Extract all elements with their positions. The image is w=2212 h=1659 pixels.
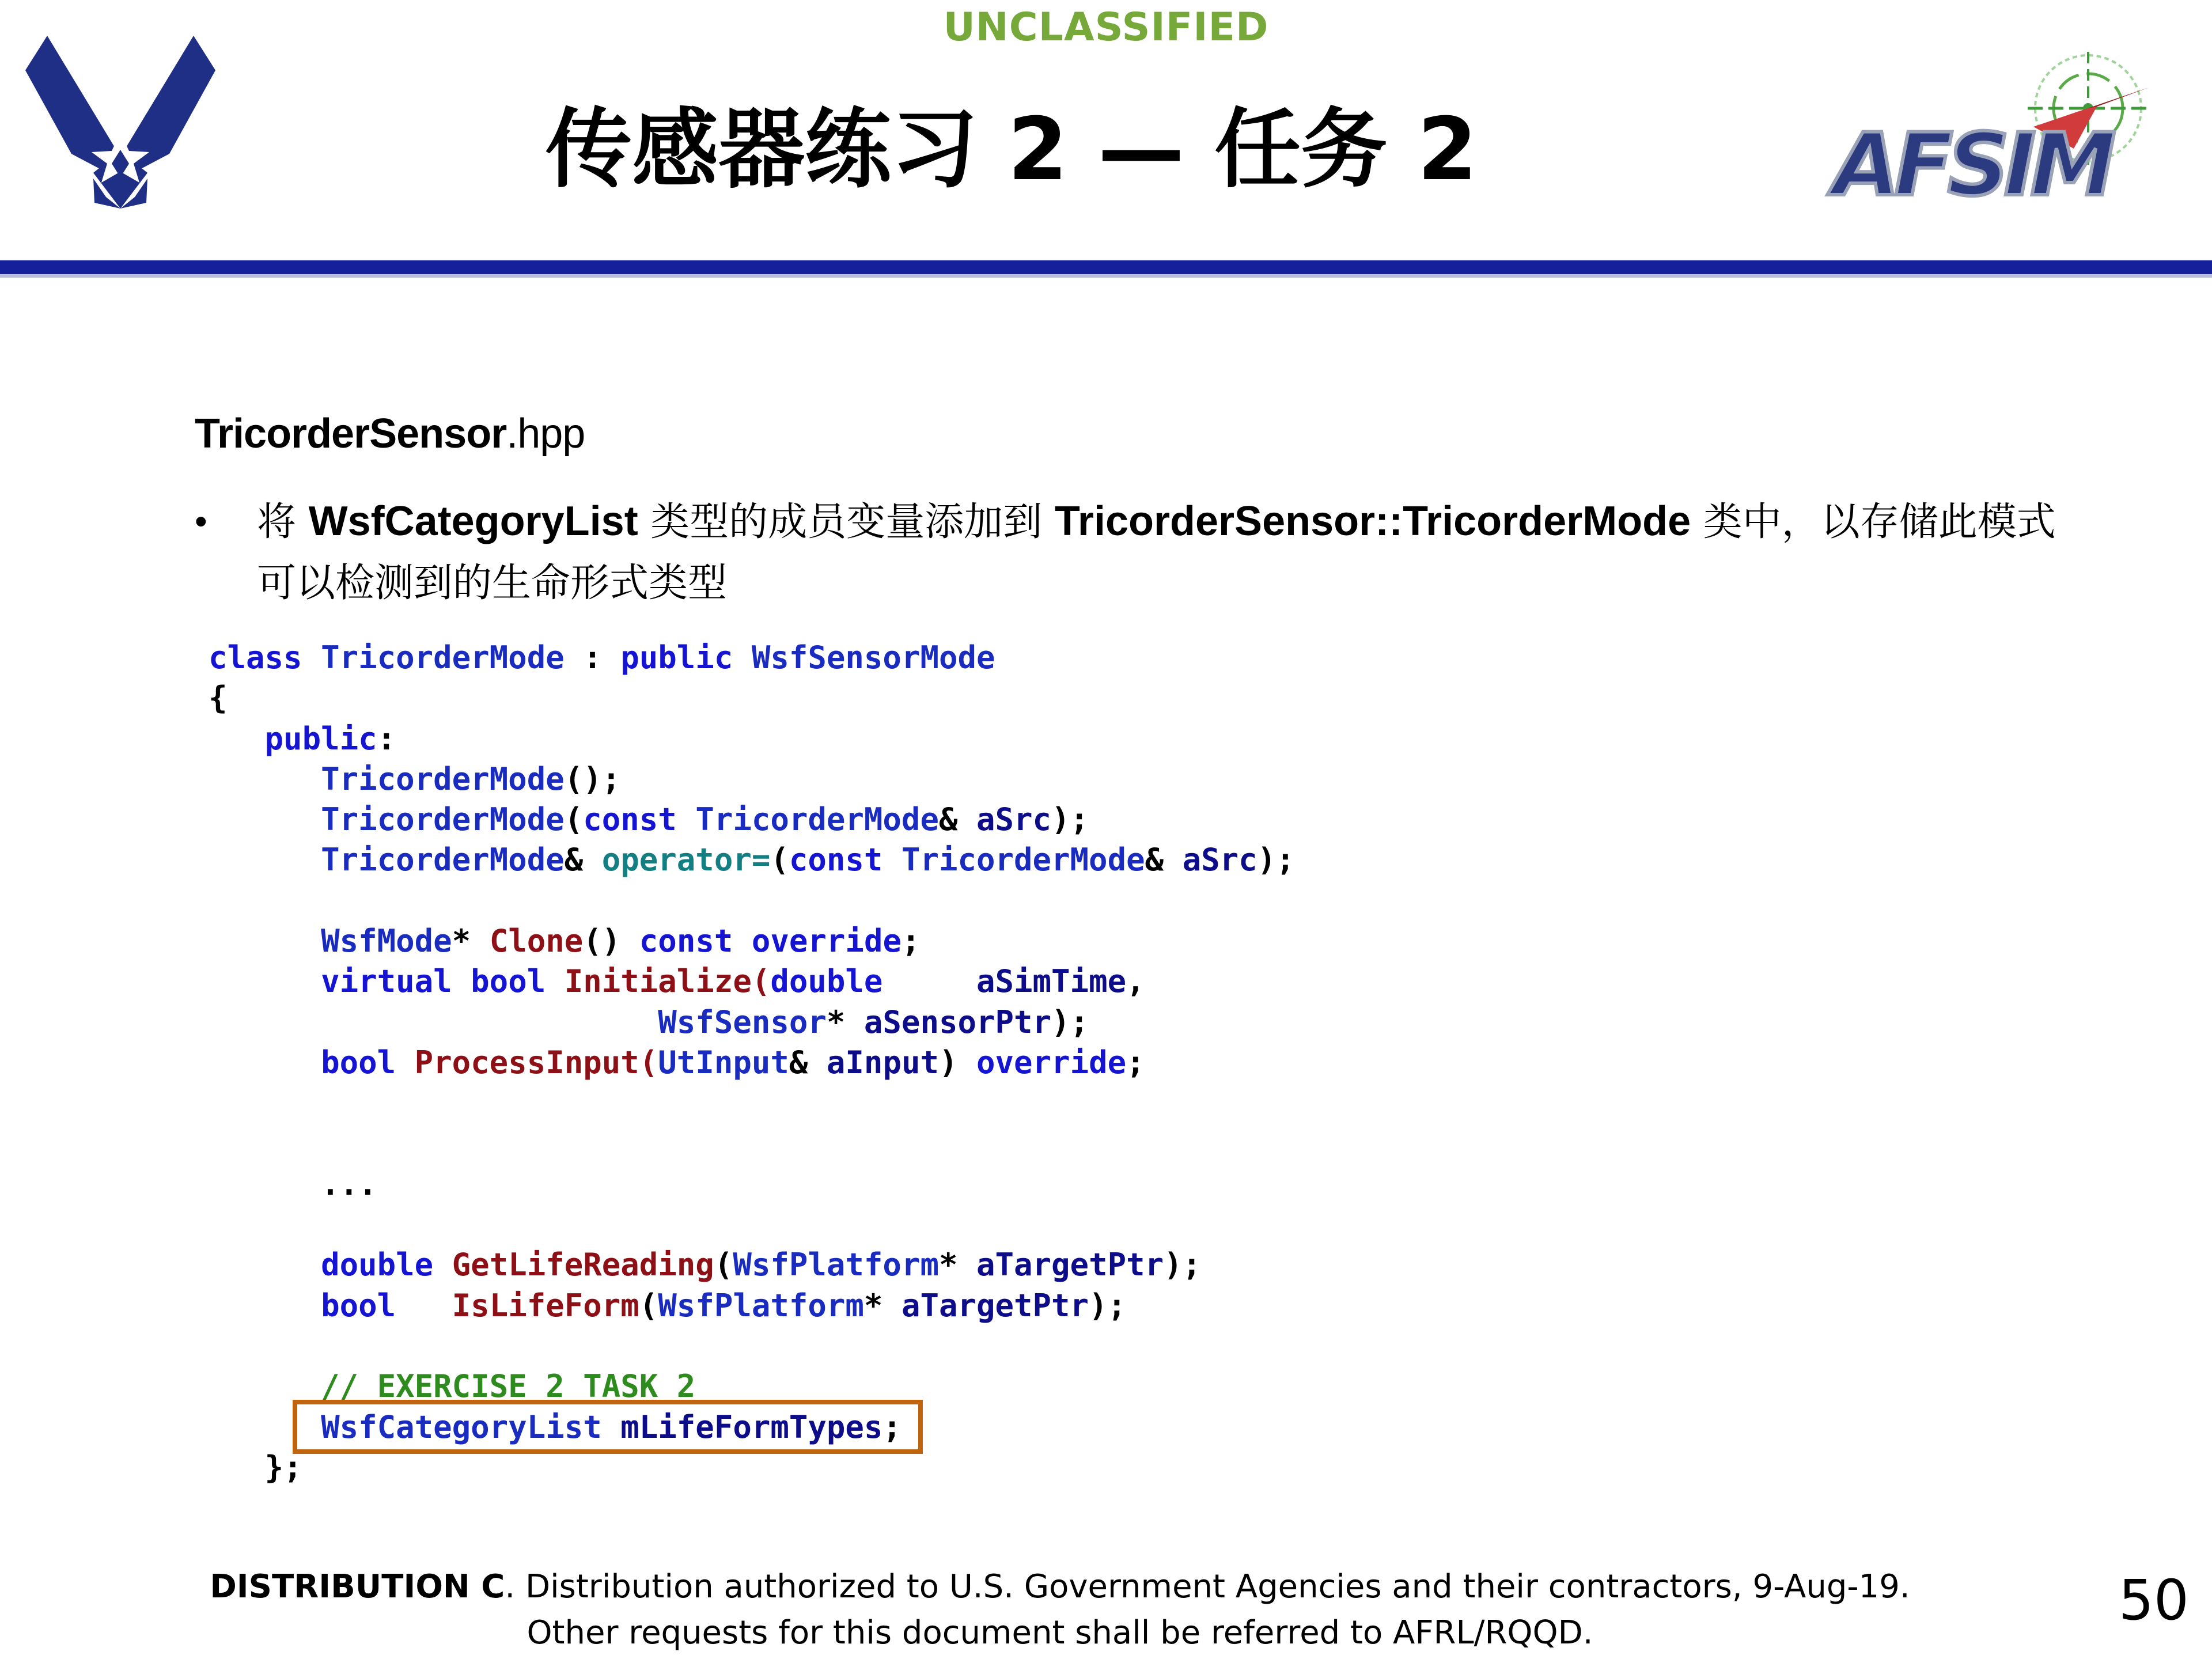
code-type: TricorderMode bbox=[321, 842, 565, 878]
code-keyword: double bbox=[770, 963, 883, 1000]
distribution-line-1 bbox=[0, 1564, 2120, 1610]
code-type: WsfPlatform bbox=[658, 1287, 864, 1324]
code-function: Initialize bbox=[564, 963, 752, 1000]
code-type: WsfMode bbox=[321, 923, 452, 960]
code-punct: & bbox=[789, 1044, 808, 1081]
code-keyword: public bbox=[620, 639, 733, 676]
code-punct: { bbox=[209, 680, 228, 717]
code-ellipsis: ... bbox=[321, 1165, 377, 1202]
code-param: aSrc bbox=[1182, 842, 1257, 878]
code-keyword: override bbox=[976, 1044, 1127, 1081]
highlight-box bbox=[293, 1400, 923, 1454]
code-function: TricorderMode bbox=[321, 760, 565, 797]
bullet-bold-2: TricorderSensor::TricorderMode bbox=[1054, 498, 1691, 544]
afsim-logo-text: AFSIM bbox=[1833, 115, 2111, 215]
code-type: WsfSensorMode bbox=[751, 639, 995, 676]
code-type: TricorderMode bbox=[695, 801, 939, 838]
code-keyword: bool bbox=[471, 963, 546, 1000]
afsim-logo bbox=[1826, 46, 2172, 213]
code-punct: }; bbox=[264, 1449, 302, 1486]
code-keyword: const bbox=[789, 842, 883, 878]
distribution-text: . Distribution authorized to U.S. Government Agencies and their contractors, 9-Aug-19. bbox=[505, 1568, 1910, 1605]
header-rule-shadow bbox=[0, 274, 2212, 278]
code-param: aSrc bbox=[976, 801, 1052, 838]
code-param: aInput bbox=[826, 1044, 939, 1081]
code-keyword: const bbox=[583, 801, 677, 838]
code-keyword: class bbox=[209, 639, 302, 676]
file-name bbox=[195, 410, 585, 457]
bullet-part-2: 类型的成员变量添加到 bbox=[638, 499, 1055, 545]
code-param: aTargetPtr bbox=[976, 1247, 1164, 1283]
code-keyword: bool bbox=[321, 1287, 396, 1324]
bullet-marker: • bbox=[195, 502, 207, 541]
file-name-base: TricorderSensor bbox=[195, 411, 507, 457]
code-function: TricorderMode bbox=[321, 801, 565, 838]
code-punct: & bbox=[938, 801, 958, 838]
code-punct: & bbox=[1145, 842, 1164, 878]
slide-title: 传感器练习 2 — 任务 2 bbox=[546, 100, 1478, 200]
distribution-statement bbox=[0, 1564, 2120, 1656]
code-comment: // EXERCISE 2 TASK 2 bbox=[321, 1368, 696, 1405]
code-punct: (); bbox=[564, 760, 621, 797]
code-operator: operator= bbox=[601, 842, 771, 878]
distribution-label: DISTRIBUTION C bbox=[210, 1568, 505, 1605]
code-keyword: bool bbox=[321, 1044, 396, 1081]
code-keyword: const bbox=[639, 923, 733, 960]
code-type: WsfSensor bbox=[658, 1003, 827, 1040]
code-type: UtInput bbox=[658, 1044, 789, 1081]
page-number: 50 bbox=[2118, 1568, 2189, 1633]
code-keyword: override bbox=[751, 923, 902, 960]
code-param: aSimTime bbox=[976, 963, 1127, 1000]
code-type: TricorderMode bbox=[901, 842, 1145, 878]
classification-banner: UNCLASSIFIED bbox=[943, 5, 1269, 50]
bullet-bold-1: WsfCategoryList bbox=[308, 498, 638, 544]
code-function: Clone bbox=[489, 923, 584, 960]
code-type: WsfCategoryList bbox=[321, 1408, 602, 1445]
code-block: class TricorderMode : public WsfSensorMode { public: TricorderMode(); TricorderMode(const TricorderMode& aSrc); TricorderMode& operator=(const TricorderMode& aSrc); WsfMode* Clone() const override; virtual bool Initialize(double aSimTime, WsfSensor* aSensorPtr); bool ProcessInput(UtInput& aInput) override; ... double GetLifeReading(WsfPlatform* aTargetPtr); bool IsLifeForm(WsfPlatform* aTargetPtr); // EXERCISE 2 TASK 2 WsfCategoryList mLifeFormTypes; }; bbox=[209, 639, 1295, 1486]
code-punct: : bbox=[564, 639, 621, 676]
bullet-part-3: 类中，以存储此模式可以检测到的生命形式类型 bbox=[257, 499, 2056, 606]
bullet-part-1: 将 bbox=[257, 499, 309, 545]
code-function: ProcessInput bbox=[414, 1044, 639, 1081]
code-param: aSensorPtr bbox=[863, 1003, 1052, 1040]
code-function: IsLifeForm bbox=[452, 1287, 639, 1324]
code-punct: ( bbox=[751, 963, 771, 1000]
code-function: GetLifeReading bbox=[452, 1247, 714, 1283]
bullet-text bbox=[257, 491, 2071, 614]
file-name-ext: .hpp bbox=[506, 411, 585, 457]
code-param: aTargetPtr bbox=[901, 1287, 1089, 1324]
code-keyword: public bbox=[264, 720, 377, 757]
code-member: mLifeFormTypes bbox=[620, 1408, 883, 1445]
code-type: TricorderMode bbox=[321, 639, 565, 676]
code-type: WsfPlatform bbox=[733, 1247, 939, 1283]
code-keyword: double bbox=[321, 1247, 434, 1283]
header-rule bbox=[0, 260, 2212, 274]
code-punct: ( bbox=[639, 1044, 658, 1081]
code-punct: & bbox=[564, 842, 584, 878]
code-keyword: virtual bbox=[321, 963, 452, 1000]
distribution-line-2: Other requests for this document shall be referred to AFRL/RQQD. bbox=[527, 1614, 1593, 1652]
